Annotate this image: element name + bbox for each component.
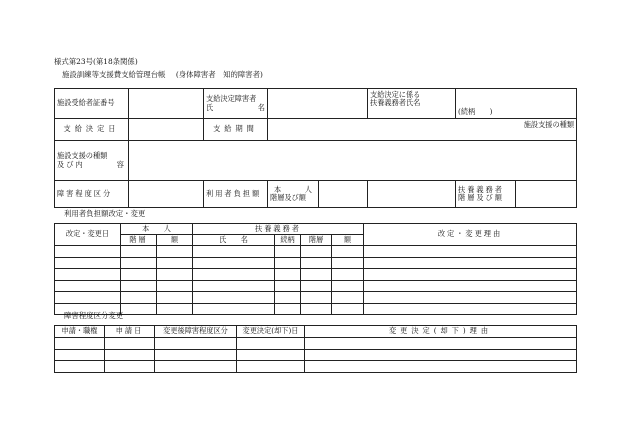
col-decision-date: 変更決定(却下)日 bbox=[237, 326, 305, 338]
table-row bbox=[55, 269, 577, 281]
decision-date-value[interactable] bbox=[129, 119, 204, 141]
col-guardian: 扶養義務者 bbox=[193, 224, 364, 235]
table-row bbox=[55, 292, 577, 304]
form-title bbox=[62, 71, 263, 78]
recipient-cert-label: 施設受給者証番号 bbox=[55, 89, 129, 119]
table-row bbox=[55, 246, 577, 258]
burden-section-heading: 利用者負担額改定・変更 bbox=[64, 209, 146, 218]
col-guardian-relation: 続柄 bbox=[275, 235, 301, 246]
col-guardian-tier: 階層 bbox=[301, 235, 332, 246]
col-self: 本 人 bbox=[121, 224, 193, 235]
table-row bbox=[55, 280, 577, 292]
col-decision-reason: 変更決定(却下)理由 bbox=[305, 326, 577, 338]
form-title-main: 施設訓練等支援費支給管理台帳 bbox=[62, 70, 166, 79]
user-burden-label: 利用者負担額 bbox=[204, 181, 268, 208]
col-guardian-amount: 額 bbox=[332, 235, 364, 246]
col-change-reason: 改定・変更理由 bbox=[364, 224, 577, 246]
table-row bbox=[55, 338, 577, 350]
support-detail-value[interactable] bbox=[129, 141, 577, 181]
col-request-date: 申請日 bbox=[105, 326, 155, 338]
class-change-table bbox=[54, 325, 577, 373]
self-tier-value[interactable] bbox=[319, 181, 367, 207]
guardian-name-value[interactable] bbox=[456, 89, 577, 119]
form-number: 様式第23号(第18条関係) bbox=[54, 57, 138, 66]
table-row bbox=[55, 349, 577, 361]
col-new-class: 変更後障害程度区分 bbox=[155, 326, 237, 338]
form-title-sub: (身体障害者 知的障害者) bbox=[175, 70, 263, 79]
support-type-note: 施設支援の種類 bbox=[523, 120, 575, 129]
main-info-table bbox=[54, 88, 577, 208]
table-row bbox=[55, 257, 577, 269]
class-section-heading: 障害程度区分変更 bbox=[64, 311, 124, 320]
decided-person-value[interactable] bbox=[268, 89, 368, 119]
period-label: 支給期間 bbox=[204, 119, 268, 141]
col-self-tier: 階層 bbox=[121, 235, 157, 246]
decided-person-label: 支給決定障害者 氏 名 bbox=[204, 89, 268, 119]
guardian-tier-label: 扶養義務者 階層及び額 bbox=[456, 181, 516, 208]
guardian-name-label: 支給決定に係る 扶養義務者氏名 bbox=[368, 89, 456, 119]
table-row bbox=[55, 361, 577, 373]
period-value[interactable] bbox=[268, 119, 577, 141]
recipient-cert-value[interactable] bbox=[129, 89, 204, 119]
col-guardian-name: 氏 名 bbox=[193, 235, 275, 246]
burden-change-table bbox=[54, 223, 577, 315]
table-row bbox=[55, 303, 577, 315]
self-tier-label: 本 人 階層及び額 bbox=[268, 181, 368, 208]
col-self-amount: 額 bbox=[157, 235, 193, 246]
guardian-tier-value[interactable] bbox=[516, 181, 577, 208]
support-detail-label: 施設支援の種類 及び内 容 bbox=[55, 141, 129, 181]
self-tier-extra[interactable] bbox=[368, 181, 456, 208]
disability-class-value[interactable] bbox=[129, 181, 204, 208]
disability-class-label: 障害程度区分 bbox=[55, 181, 129, 208]
relation-label: (続柄 ) bbox=[458, 106, 493, 116]
col-request-type: 申請・職権 bbox=[55, 326, 105, 338]
col-change-date: 改定・変更日 bbox=[55, 224, 121, 246]
decision-date-label: 支給決定日 bbox=[55, 119, 129, 141]
